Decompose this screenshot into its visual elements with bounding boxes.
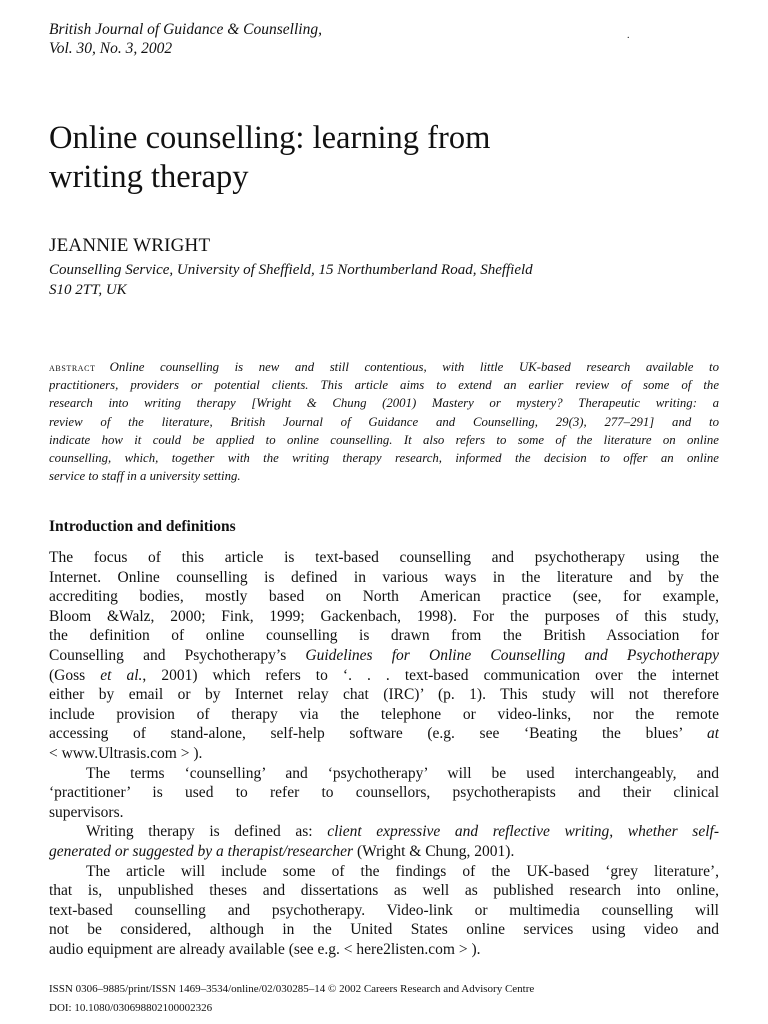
page-footer xyxy=(49,980,534,1018)
guidelines-title: Guidelines for Online Counselling and Psychotherapy xyxy=(305,646,719,664)
body-line: The terms ‘counselling’ and ‘psychotherapy’ will be used interchangeably, and xyxy=(86,764,719,782)
body-text-run: (Wright & Chung, 2001). xyxy=(356,842,515,860)
body-text-run: (Goss xyxy=(49,666,86,684)
body-line: not be considered, although in the United States online services using video and xyxy=(49,921,719,939)
journal-name: British Journal of Guidance & Counselling, xyxy=(49,21,322,38)
body-line: the definition of online counselling is drawn from the British Association for xyxy=(49,627,719,645)
author-affiliation xyxy=(49,260,719,300)
body-line: either by email or by Internet relay chat (IRC)’ (p. 1). This study will not therefore xyxy=(49,686,719,704)
et-al: et al. xyxy=(100,666,143,684)
body-line: audio equipment are already available (see e.g. < here2listen.com > ). xyxy=(49,940,481,958)
section-heading: Introduction and definitions xyxy=(49,518,236,535)
title-line-1: Online counselling: learning from xyxy=(49,120,491,156)
definition-italic: client expressive and reflective writing, whether self- xyxy=(327,823,719,841)
abstract-line: counselling, which, together with the writing therapy research, informed the decision to offer an online xyxy=(49,450,719,465)
body-line: text-based counselling and psychotherapy. Video-link or multimedia counselling will xyxy=(49,901,719,919)
author-name: JEANNIE WRIGHT xyxy=(49,235,211,256)
abstract xyxy=(49,358,719,485)
body-text-run: , 2001) which refers to ‘. . . text-based communication over the internet xyxy=(142,666,719,684)
body-text-run: Writing therapy is defined as: xyxy=(86,823,313,841)
body-line: accrediting bodies, mostly based on North American practice (see, for example, xyxy=(49,588,719,606)
article-title xyxy=(49,119,719,197)
body-text-run: accessing of stand-alone, self-help software (e.g. see ‘Beating the blues’ xyxy=(49,725,683,743)
affiliation-line-2: S10 2TT, UK xyxy=(49,282,127,298)
title-line-2: writing therapy xyxy=(49,159,249,195)
body-line: include provision of therapy via the telephone or video-links, nor the remote xyxy=(49,705,719,723)
body-line xyxy=(49,646,719,666)
body-line: Bloom &Walz, 2000; Fink, 1999; Gackenbach, 1998). For the purposes of this study, xyxy=(49,607,719,625)
issn-line: ISSN 0306–9885/print/ISSN 1469–3534/online/02/030285–14 © 2002 Careers Research and Advisory Centre xyxy=(49,983,535,995)
body-line xyxy=(49,822,719,842)
at-word: at xyxy=(706,725,719,743)
body-text xyxy=(49,548,719,959)
body-line: supervisors. xyxy=(49,803,124,821)
abstract-line xyxy=(49,358,719,376)
body-line xyxy=(49,666,719,686)
body-line: Internet. Online counselling is defined in various ways in the literature and by the xyxy=(49,568,719,586)
stray-mark: . xyxy=(627,30,630,41)
abstract-line: service to staff in a university setting. xyxy=(49,469,241,484)
journal-volume: Vol. 30, No. 3, 2002 xyxy=(49,40,173,57)
body-line: that is, unpublished theses and dissertations as well as published research into online, xyxy=(49,882,719,900)
body-text-run: Counselling and Psychotherapy’s xyxy=(49,646,287,664)
body-line: < www.Ultrasis.com > ). xyxy=(49,744,203,762)
body-line: ‘practitioner’ is used to refer to counsellors, psychotherapists and their clinical xyxy=(49,784,719,802)
body-line xyxy=(49,842,719,862)
doi-line: DOI: 10.1080/030698802100002326 xyxy=(49,1002,213,1014)
abstract-line: review of the literature, British Journal of Guidance and Counselling, 29(3), 277–291] and to xyxy=(49,414,719,429)
body-line: The focus of this article is text-based counselling and psychotherapy using the xyxy=(49,549,719,566)
abstract-label: abstract xyxy=(49,362,96,374)
abstract-line: practitioners, providers or potential clients. This article aims to extend an earlier review of some of the xyxy=(49,378,719,393)
body-line: The article will include some of the findings of the UK-based ‘grey literature’, xyxy=(86,862,719,880)
abstract-text: Online counselling is new and still contentious, with little UK-based research available to xyxy=(109,360,719,374)
abstract-line: indicate how it could be applied to online counselling. It also refers to some of the literature on online xyxy=(49,432,719,447)
definition-italic: generated or suggested by a therapist/researcher xyxy=(49,842,354,860)
affiliation-line-1: Counselling Service, University of Sheffield, 15 Northumberland Road, Sheffield xyxy=(49,262,533,278)
body-line xyxy=(49,724,719,744)
abstract-line: research into writing therapy [Wright & Chung (2001) Mastery or mystery? Therapeutic writing: a xyxy=(49,396,719,411)
journal-citation xyxy=(49,20,322,58)
